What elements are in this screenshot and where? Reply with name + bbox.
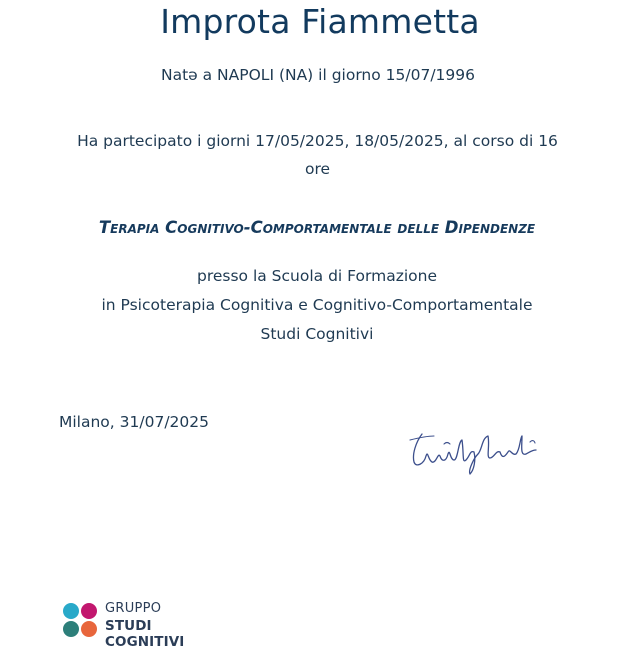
birth-info: Natə a NAPOLI (NA) il giorno 15/07/1996 [161,66,475,84]
recipient-name: Improta Fiammetta [160,2,480,41]
school-line-3: Studi Cognitivi [260,325,374,343]
participation-line-2: ore [304,160,331,178]
studi-cognitivi-logo [62,601,232,650]
participation-line-1: Ha partecipato i giorni 17/05/2025, 18/05/2025, al corso di 16 [77,132,558,150]
school-line-2: in Psicoterapia Cognitiva e Cognitivo-Comportamentale [101,296,533,314]
school-info [0,262,634,349]
course-title: Terapia Cognitivo-Comportamentale delle Dipendenze [98,218,536,237]
signature-image [404,420,544,476]
logo-dots-icon [62,602,102,638]
logo-text-studi-cognitivi: STUDI COGNITIVI [105,618,185,650]
school-line-1: presso la Scuola di Formazione [196,267,437,285]
logo-text-gruppo: GRUPPO [105,601,162,616]
place-date: Milano, 31/07/2025 [59,413,209,431]
participation-info [60,127,575,183]
